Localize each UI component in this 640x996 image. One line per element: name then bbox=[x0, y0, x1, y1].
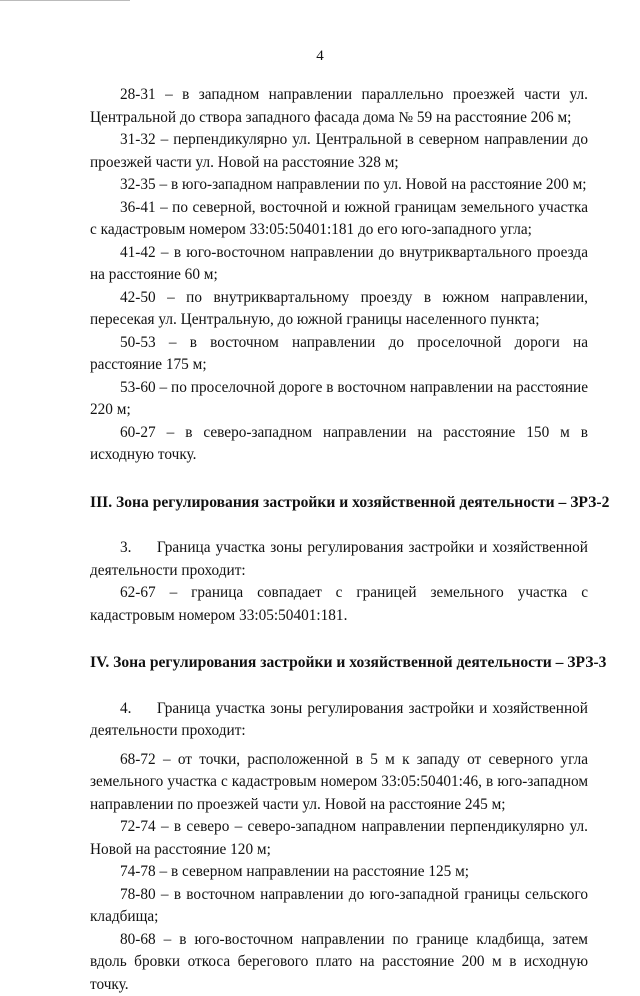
boundary-paragraph: 41-42 – в юго-восточном направлении до внутриквартального проезда на расстояние 60 м; bbox=[90, 242, 588, 287]
boundary-paragraph: 31-32 – перпендикулярно ул. Центральной в северном направлении до проезжей части ул. Новой на расстояние 328 м; bbox=[90, 129, 588, 174]
boundary-paragraph: 53-60 – по проселочной дороге в восточном направлении на расстояние 220 м; bbox=[90, 377, 588, 422]
boundary-paragraph: 74-78 – в северном направлении на расстояние 125 м; bbox=[90, 861, 588, 884]
boundary-paragraph: 28-31 – в западном направлении параллельно проезжей части ул. Центральной до створа западного фасада дома № 59 на расстояние 206 м; bbox=[90, 84, 588, 129]
page-number: 4 bbox=[0, 48, 640, 65]
document-body bbox=[90, 84, 588, 996]
scan-edge-line bbox=[0, 0, 130, 1]
boundary-paragraph: 42-50 – по внутриквартальному проезду в южном направлении, пересекая ул. Центральную, до южной границы населенного пункта; bbox=[90, 287, 588, 332]
boundary-paragraph: 50-53 – в восточном направлении до проселочной дороги на расстояние 175 м; bbox=[90, 332, 588, 377]
boundary-paragraph: 68-72 – от точки, расположенной в 5 м к западу от северного угла земельного участка с кадастровым номером 33:05:50401:46, в юго-западном направлении по проезжей части ул. Новой на расстояние 245 м; bbox=[90, 749, 588, 817]
boundary-paragraph: 80-68 – в юго-восточном направлении по границе кладбища, затем вдоль бровки откоса берегового плато на расстояние 200 м в исходную точку. bbox=[90, 929, 588, 996]
boundary-paragraph: 72-74 – в северо – северо-западном направлении перпендикулярно ул. Новой на расстояние 120 м; bbox=[90, 816, 588, 861]
boundary-paragraph: 36-41 – по северной, восточной и южной границам земельного участка с кадастровым номером 33:05:50401:181 до его юго-западного угла; bbox=[90, 197, 588, 242]
boundary-paragraph: 60-27 – в северо-западном направлении на расстояние 150 м в исходную точку. bbox=[90, 422, 588, 467]
section-intro: 4. Граница участка зоны регулирования застройки и хозяйственной деятельности проходит: bbox=[90, 698, 588, 743]
section-intro: 3. Граница участка зоны регулирования застройки и хозяйственной деятельности проходит: bbox=[90, 537, 588, 582]
section-heading-zrz2: III. Зона регулирования застройки и хозяйственной деятельности – ЗРЗ-2 bbox=[90, 492, 588, 515]
boundary-paragraph: 62-67 – граница совпадает с границей земельного участка с кадастровым номером 33:05:50401:181. bbox=[90, 582, 588, 627]
boundary-paragraph: 32-35 – в юго-западном направлении по ул. Новой на расстояние 200 м; bbox=[90, 174, 588, 197]
boundary-paragraph: 78-80 – в восточном направлении до юго-западной границы сельского кладбища; bbox=[90, 884, 588, 929]
section-heading-zrz3: IV. Зона регулирования застройки и хозяйственной деятельности – ЗРЗ-3 bbox=[90, 652, 588, 675]
